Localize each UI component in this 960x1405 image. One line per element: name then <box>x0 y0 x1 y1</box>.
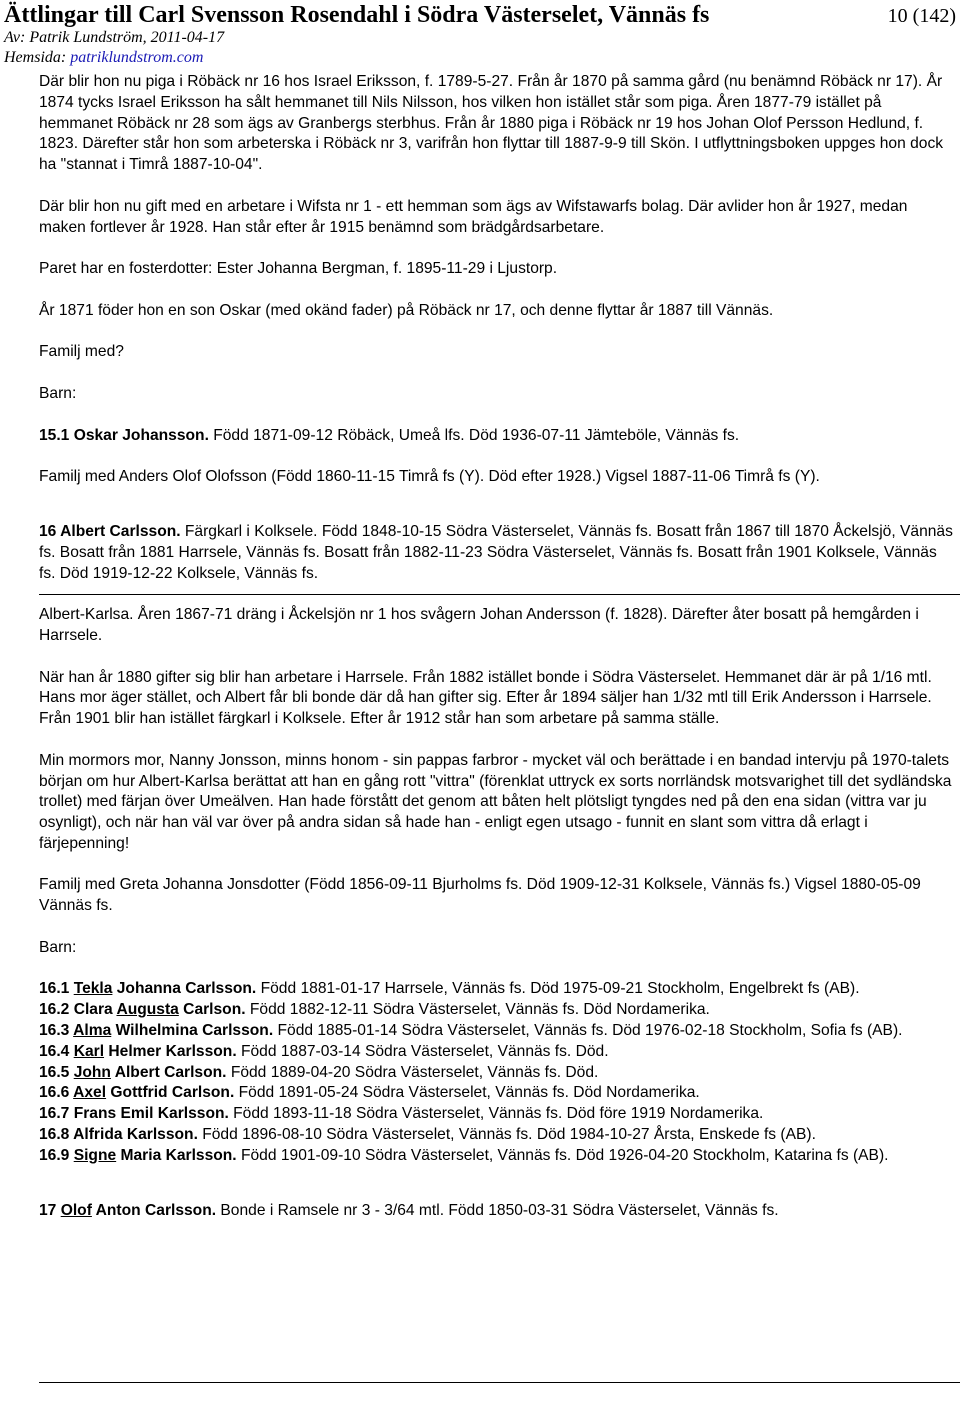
person-number: 17 <box>39 1201 57 1219</box>
child-entry <box>39 1083 957 1104</box>
person-number: 16 <box>39 522 57 540</box>
child-number: 16.8 <box>39 1126 70 1144</box>
child-number: 16.1 <box>39 980 70 998</box>
child-name: Oskar Johansson. <box>73 426 209 444</box>
paragraph: Albert-Karlsa. Åren 1867-71 dräng i Åckelsjön nr 1 hos svågern Johan Andersson (f. 1828). Därefter åter bosatt på hemgården i Harrsele. <box>39 606 919 644</box>
children-list <box>39 979 957 1166</box>
person-details: Bonde i Ramsele nr 3 - 3/64 mtl. Född 1850-03-31 Södra Västerselet, Vännäs fs. <box>216 1201 779 1219</box>
children-heading: Barn: <box>39 384 77 402</box>
page-number: 10 (142) <box>887 5 956 27</box>
family-paragraph: Familj med Anders Olof Olofsson (Född 1860-11-15 Timrå fs (Y). Död efter 1928.) Vigsel 1887-11-06 Timrå fs (Y). <box>39 468 820 486</box>
document-body <box>39 72 957 1221</box>
child-details: Född 1885-01-14 Södra Västerselet, Vännäs fs. Död 1976-02-18 Stockholm, Sofia fs (AB). <box>273 1022 903 1040</box>
child-name: Alfrida Karlsson. <box>73 1126 198 1144</box>
person-name: Anton Carlsson. <box>91 1201 217 1219</box>
children-heading: Barn: <box>39 938 77 956</box>
child-call-name: John <box>73 1063 111 1081</box>
child-entry <box>39 1104 957 1125</box>
homepage-line <box>4 48 203 68</box>
child-name: Wilhelmina Carlsson. <box>111 1022 274 1040</box>
child-name: Carlson. <box>178 1001 246 1019</box>
child-number: 16.3 <box>39 1022 70 1040</box>
child-name: Maria Karlsson. <box>116 1146 237 1164</box>
paragraph: Familj med? <box>39 343 124 361</box>
author-line: Av: Patrik Lundström, 2011-04-17 <box>4 29 225 46</box>
child-number: 16.2 <box>39 1001 70 1019</box>
child-details: Född 1901-09-10 Södra Västerselet, Vännäs fs. Död 1926-04-20 Stockholm, Katarina fs (AB). <box>236 1146 889 1164</box>
child-details: Född 1896-08-10 Södra Västerselet, Vännäs fs. Död 1984-10-27 Årsta, Enskede fs (AB). <box>197 1126 816 1144</box>
paragraph-text: Där blir hon nu piga i Röbäck nr 16 hos Israel Eriksson, f. 1789-5-27. Från år 1870 på samma gård (nu benämnd Röbäck nr 17). År 1874 tycks Israel Eriksson ha sålt hemmanet till Nils Nilsson, hos vilken hon istället står som piga. Åren 1877-79 istället på hemmanet Röbäck nr 28 som ägs av Granbergs sterbhus. <box>39 73 943 132</box>
person-call-name: Olof <box>60 1201 92 1219</box>
child-details: Född 1889-04-20 Södra Västerselet, Vännäs fs. Död. <box>226 1063 599 1081</box>
child-details: Född 1887-03-14 Södra Västerselet, Vännäs fs. Död. <box>236 1042 609 1060</box>
child-number: 16.4 <box>39 1042 70 1060</box>
child-entry <box>39 426 957 447</box>
person-name: Albert Carlsson. <box>60 522 181 540</box>
paragraph: År 1871 föder hon en son Oskar (med okänd fader) på Röbäck nr 17, och denne flyttar år 1887 till Vännäs. <box>39 301 774 319</box>
paragraph-text: Från år 1880 piga i Röbäck nr 19 hos Johan Olof Persson Hedlund, f. 1823. Därefter står hon som arbeterska i Röbäck nr 3, varifrån hon flyttar till 1887-9-9 till Skön. I utflyttningsboken uppges hon dock ha "stannat i Timrå 1887-10-04". <box>39 114 944 174</box>
person-details: Färgkarl i Kolksele. Född 1848-10-15 Södra Västerselet, Vännäs fs. Bosatt från 1867 till 1870 Åckelsjö, Vännäs fs. Bosatt från 1881 Harrsele, Vännäs fs. Bosatt från 1882-11-23 Södra Västerselet, Vännäs fs. Bosatt från 1901 Kolksele, Vännäs fs. Död 1919-12-22 Kolksele, Vännäs fs. <box>39 522 953 582</box>
child-entry <box>39 979 957 1000</box>
child-name-prefix: Clara <box>73 1001 117 1019</box>
child-details: Född 1871-09-12 Röbäck, Umeå lfs. Död 1936-07-11 Jämteböle, Vännäs fs. <box>208 426 740 444</box>
paragraph: Min mormors mor, Nanny Jonsson, minns honom - sin pappas farbror - mycket väl och berättade i en bandad intervju på 1970-talets början om hur Albert-Karlsa berättat att han en gång rott "vittra" (förenklat uttryck ex sorts norrländsk motsvarighet till det sydländska trollet) med färjan över Umeälven. Han hade förstått det genom att båten helt plötsligt tyngdes ned på den ena sidan (vittra var ju osynligt), och när han väl var över på andra sidan så hade han - enligt egen utsago - funnit en slant som vittra då erlagt i färjepenning! <box>39 751 952 852</box>
child-name: Gottfrid Carlson. <box>106 1084 235 1102</box>
child-call-name: Tekla <box>73 980 113 998</box>
child-name: Frans Emil Karlsson. <box>73 1105 229 1123</box>
paragraph <box>39 72 957 176</box>
child-details: Född 1891-05-24 Södra Västerselet, Vännäs fs. Död Nordamerika. <box>234 1084 700 1102</box>
child-call-name: Augusta <box>116 1001 179 1019</box>
child-details: Född 1893-11-18 Södra Västerselet, Vännäs fs. Död före 1919 Nordamerika. <box>228 1105 764 1123</box>
section-divider <box>39 594 960 595</box>
paragraph: Paret har en fosterdotter: Ester Johanna Bergman, f. 1895-11-29 i Ljustorp. <box>39 260 558 278</box>
child-name: Johanna Carlsson. <box>112 980 257 998</box>
paragraph: När han år 1880 gifter sig blir han arbetare i Harrsele. Från 1882 istället bonde i Södra Västerselet. Hemmanet där är på 1/16 mtl. Hans mor äger stället, och Albert får bli bonde där då han gifter sig. Efter år 1894 säljer han 1/32 mtl till Erik Andersson i Harrsele. Från 1901 blir han istället färgkarl i Kolksele. Efter år 1912 står han som arbetare på samma ställe. <box>39 668 932 728</box>
child-number: 15.1 <box>39 426 70 444</box>
child-call-name: Karl <box>73 1042 105 1060</box>
child-entry <box>39 1000 957 1021</box>
child-number: 16.7 <box>39 1105 70 1123</box>
family-paragraph: Familj med Greta Johanna Jonsdotter (Född 1856-09-11 Bjurholms fs. Död 1909-12-31 Kolksele, Vännäs fs.) Vigsel 1880-05-09 Vännäs fs. <box>39 876 921 915</box>
paragraph: Där blir hon nu gift med en arbetare i Wifsta nr 1 - ett hemman som ägs av Wifstawarfs bolag. Där avlider hon år 1927, medan maken fortlever år 1928. Han står efter år 1915 benämnd som brädgårdsarbetare. <box>39 197 908 236</box>
child-details: Född 1882-12-11 Södra Västerselet, Vännäs fs. Död Nordamerika. <box>245 1001 710 1019</box>
child-details: Född 1881-01-17 Harrsele, Vännäs fs. Död 1975-09-21 Stockholm, Engelbrekt fs (AB). <box>256 980 860 998</box>
section-divider <box>39 1382 960 1383</box>
child-entry <box>39 1146 957 1167</box>
child-entry <box>39 1125 957 1146</box>
child-entry <box>39 1042 957 1063</box>
person-entry-16 <box>39 522 957 584</box>
child-call-name: Axel <box>73 1084 107 1102</box>
child-entry <box>39 1021 957 1042</box>
child-name: Helmer Karlsson. <box>104 1042 237 1060</box>
homepage-link[interactable]: patriklundstrom.com <box>70 49 204 66</box>
homepage-prefix: Hemsida: <box>4 49 71 66</box>
child-entry <box>39 1063 957 1084</box>
child-call-name: Alma <box>73 1022 112 1040</box>
document-title: Ättlingar till Carl Svensson Rosendahl i Södra Västerselet, Vännäs fs <box>4 2 710 28</box>
child-name: Albert Carlson. <box>110 1063 227 1081</box>
child-call-name: Signe <box>73 1146 117 1164</box>
child-number: 16.5 <box>39 1063 70 1081</box>
child-number: 16.9 <box>39 1146 70 1164</box>
child-number: 16.6 <box>39 1084 70 1102</box>
person-entry-17 <box>39 1201 957 1222</box>
